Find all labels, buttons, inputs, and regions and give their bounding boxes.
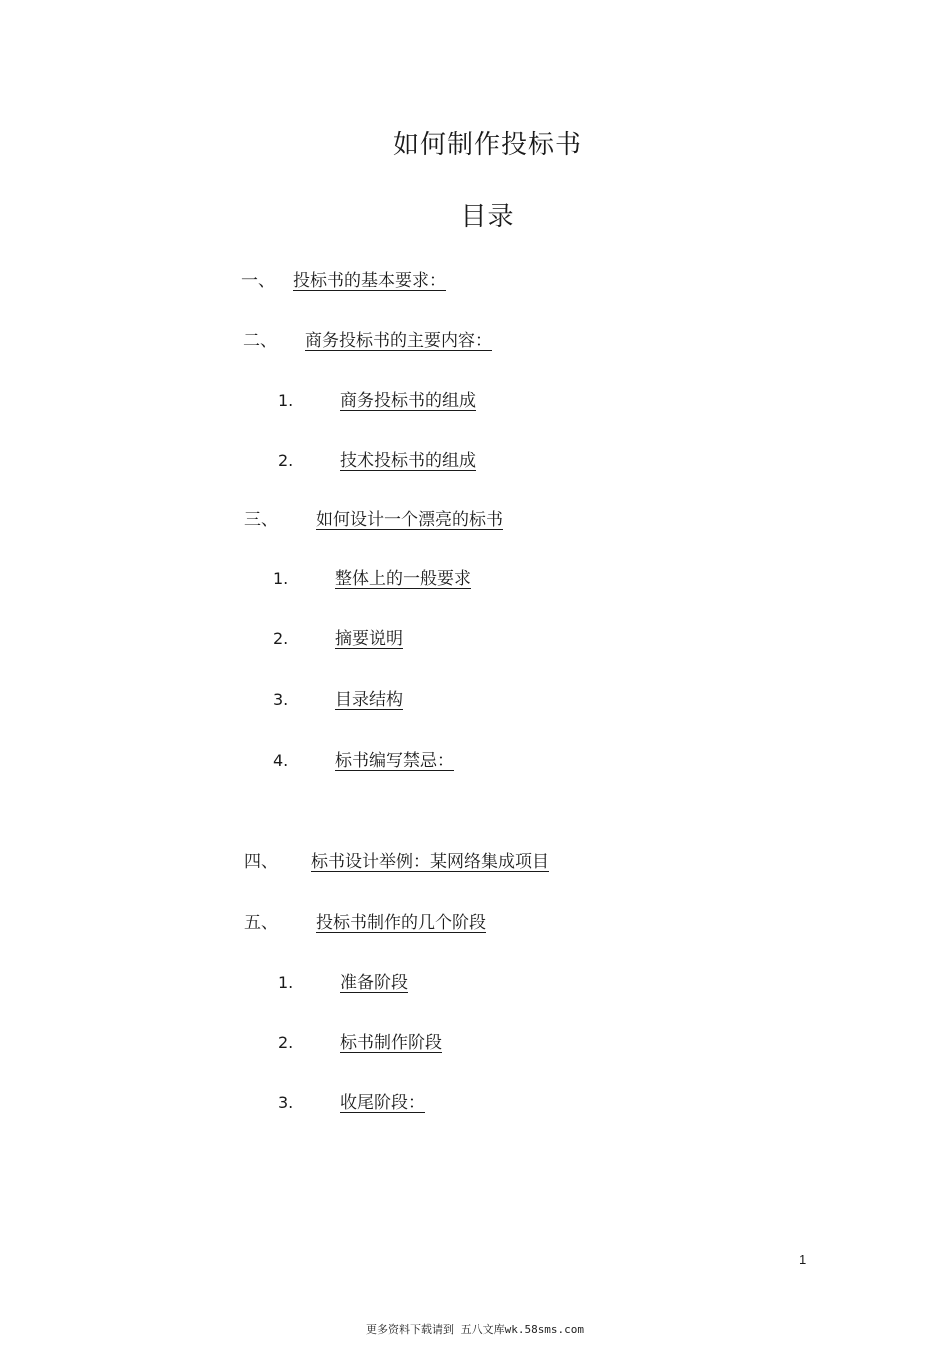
toc-entry-5[interactable] xyxy=(244,912,496,934)
toc-text: 投标书制作的几个阶段 xyxy=(316,913,486,933)
toc-entry-5-2[interactable] xyxy=(278,1032,448,1054)
toc-text: 如何设计一个漂亮的标书 xyxy=(316,510,503,530)
toc-text: 整体上的一般要求 xyxy=(335,569,471,589)
toc-text: 目录结构 xyxy=(335,690,403,710)
toc-number: 三、 xyxy=(244,510,278,530)
toc-number: 一、 xyxy=(241,271,275,291)
toc-number: 1. xyxy=(273,569,289,588)
toc-entry-3-3[interactable] xyxy=(273,689,407,711)
toc-text: 投标书的基本要求： xyxy=(293,271,446,291)
toc-number: 五、 xyxy=(244,913,278,933)
toc-entry-2-1[interactable] xyxy=(278,390,486,412)
toc-heading: 目录 xyxy=(460,202,515,232)
toc-number: 2. xyxy=(278,1033,294,1052)
toc-text: 标书编写禁忌： xyxy=(335,751,454,771)
toc-text: 标书制作阶段 xyxy=(340,1033,442,1053)
toc-text: 标书设计举例：某网络集成项目 xyxy=(311,852,549,872)
page-number: 1 xyxy=(799,1252,807,1267)
toc-text: 准备阶段 xyxy=(340,973,408,993)
toc-number: 4. xyxy=(273,751,289,770)
toc-entry-5-1[interactable] xyxy=(278,972,412,994)
document-title: 如何制作投标书 xyxy=(392,130,582,160)
toc-number: 3. xyxy=(273,690,289,709)
toc-number: 二、 xyxy=(243,331,277,351)
toc-entry-3-1[interactable] xyxy=(273,568,481,590)
toc-number: 2. xyxy=(278,451,294,470)
toc-entry-3-2[interactable] xyxy=(273,628,407,650)
toc-number: 1. xyxy=(278,391,294,410)
toc-entry-3[interactable] xyxy=(244,509,515,531)
toc-entry-5-3[interactable] xyxy=(278,1092,429,1114)
toc-entry-4[interactable] xyxy=(244,851,563,873)
toc-number: 四、 xyxy=(244,852,278,872)
toc-text: 技术投标书的组成 xyxy=(340,451,476,471)
toc-text: 商务投标书的主要内容： xyxy=(305,331,492,351)
toc-number: 3. xyxy=(278,1093,294,1112)
toc-entry-1[interactable] xyxy=(241,270,454,292)
toc-entry-2-2[interactable] xyxy=(278,450,486,472)
footer-note: 更多资料下载请到 五八文库wk.58sms.com xyxy=(365,1323,585,1336)
toc-number: 1. xyxy=(278,973,294,992)
toc-text: 商务投标书的组成 xyxy=(340,391,476,411)
toc-text: 摘要说明 xyxy=(335,629,403,649)
toc-text: 收尾阶段： xyxy=(340,1093,425,1113)
toc-entry-3-4[interactable] xyxy=(273,750,460,772)
toc-entry-2[interactable] xyxy=(243,330,502,352)
toc-number: 2. xyxy=(273,629,289,648)
